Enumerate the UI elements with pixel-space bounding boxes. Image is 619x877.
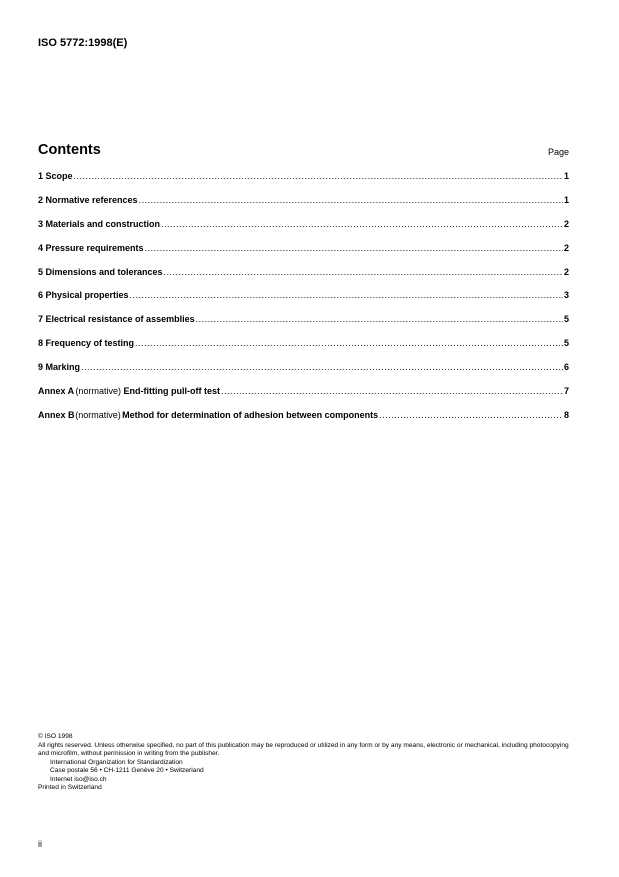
toc-entry-physical-properties[interactable] <box>38 290 569 314</box>
toc-entry-label: 9 Marking <box>38 362 81 373</box>
dot-leader <box>164 267 563 277</box>
table-of-contents <box>38 171 569 434</box>
toc-entry-page: 2 <box>563 266 569 277</box>
toc-entry-page: 2 <box>563 242 569 253</box>
toc-entry-scope[interactable] <box>38 171 569 195</box>
page-number: ii <box>38 839 42 849</box>
toc-entry-page: 8 <box>564 409 569 420</box>
toc-entry-page: 5 <box>563 314 569 325</box>
printed-location: Printed in Switzerland <box>38 784 102 791</box>
annex-title: Method for determination of adhesion between components <box>122 409 379 420</box>
toc-entry-page: 1 <box>563 171 569 181</box>
dot-leader <box>130 290 563 300</box>
toc-entry-page: 5 <box>563 338 569 349</box>
toc-entry-label: 6 Physical properties <box>38 290 129 301</box>
dot-leader <box>196 314 563 324</box>
annex-prefix: Annex B <box>38 409 75 420</box>
copyright-notice <box>38 733 578 793</box>
dot-leader <box>161 219 563 229</box>
dot-leader <box>81 362 563 372</box>
toc-entry-normative-references[interactable] <box>38 195 569 219</box>
annex-prefix: Annex A <box>38 386 75 397</box>
toc-entry-dimensions[interactable] <box>38 267 569 291</box>
dot-leader <box>145 243 563 253</box>
toc-entry-pressure[interactable] <box>38 243 569 267</box>
toc-entry-page: 7 <box>563 386 569 397</box>
document-id-header: ISO 5772:1998(E) <box>38 37 128 49</box>
toc-entry-annex-b[interactable] <box>38 410 569 434</box>
annex-qualifier: (normative) <box>75 409 121 420</box>
annex-qualifier: (normative) <box>75 386 121 397</box>
page-column-label: Page <box>547 147 569 157</box>
toc-entry-electrical-resistance[interactable] <box>38 314 569 338</box>
toc-entry-label: 1 Scope <box>38 171 73 181</box>
organization-internet: Internet iso@iso.ch <box>50 775 107 783</box>
toc-entry-frequency[interactable] <box>38 338 569 362</box>
organization-address: Case postale 56 • CH-1211 Genève 20 • Switzerland <box>50 767 204 774</box>
dot-leader <box>379 410 563 420</box>
organization-name: International Organization for Standardization <box>50 758 183 766</box>
toc-entry-page: 2 <box>563 218 569 229</box>
toc-entry-label: 7 Electrical resistance of assemblies <box>38 314 195 325</box>
toc-entry-label: 5 Dimensions and tolerances <box>38 266 163 277</box>
toc-entry-label: 3 Materials and construction <box>38 218 161 229</box>
dot-leader <box>139 195 563 205</box>
toc-entry-label: 8 Frequency of testing <box>38 338 135 349</box>
dot-leader <box>74 171 563 181</box>
toc-entry-page: 1 <box>563 194 569 205</box>
annex-title: End-fitting pull-off test <box>123 386 220 397</box>
copyright-line: © ISO 1998 <box>38 733 73 740</box>
rights-statement: All rights reserved. Unless otherwise specified, no part of this publication may be reproduced or utilized in any form or by any means, electronic or mechanical, including photocopying and microfilm, without permission in writing from the publisher. <box>38 741 569 757</box>
toc-entry-page: 3 <box>563 290 569 301</box>
toc-entry-page: 6 <box>563 362 569 373</box>
dot-leader <box>221 386 563 396</box>
dot-leader <box>135 338 563 348</box>
toc-entry-marking[interactable] <box>38 362 569 386</box>
contents-title: Contents <box>38 142 101 158</box>
toc-entry-label: 2 Normative references <box>38 194 138 205</box>
toc-entry-annex-a[interactable] <box>38 386 569 410</box>
toc-entry-materials[interactable] <box>38 219 569 243</box>
toc-entry-label: 4 Pressure requirements <box>38 242 144 253</box>
